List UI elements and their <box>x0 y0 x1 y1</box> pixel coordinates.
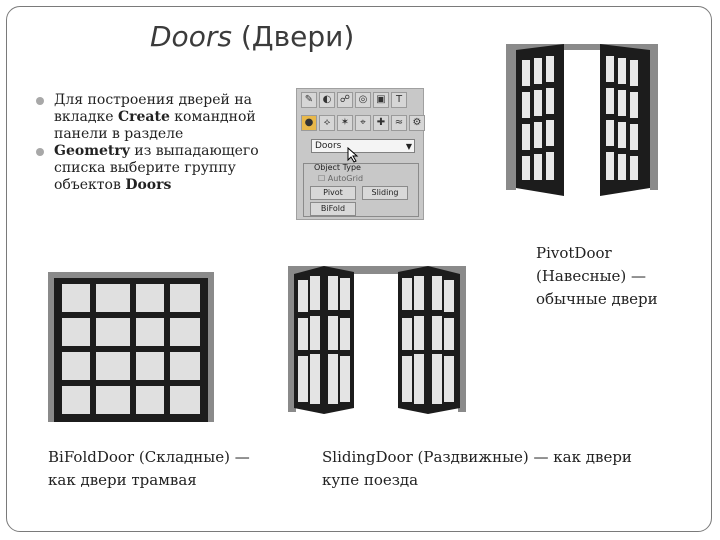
caption-line: PivotDoor <box>536 244 612 262</box>
pivot-button[interactable]: Pivot <box>310 186 356 200</box>
object-type-rollout <box>303 163 419 217</box>
systems-icon: ⚙ <box>409 115 425 131</box>
sliding-door-image <box>288 262 468 422</box>
bifold-door-caption <box>48 446 250 492</box>
autogrid-checkbox[interactable]: ☐ AutoGrid <box>318 174 364 183</box>
bullet-list <box>40 92 285 194</box>
dropdown-value: Doors <box>315 141 342 151</box>
title-russian: (Двери) <box>240 20 355 53</box>
bifold-button[interactable]: BiFold <box>310 202 356 216</box>
lights-icon: ✶ <box>337 115 353 131</box>
pivot-door-image <box>504 40 662 200</box>
chevron-down-icon: ▼ <box>405 142 412 151</box>
pivot-door-caption <box>536 242 658 311</box>
panel-tabs-row <box>301 92 407 110</box>
cameras-icon: ⌖ <box>355 115 371 131</box>
geometry-icon: ● <box>301 115 317 131</box>
modify-tab-icon: ◐ <box>319 92 335 108</box>
category-dropdown[interactable] <box>311 139 415 153</box>
caption-line: (Навесные) — <box>536 267 647 285</box>
caption-line: SlidingDoor (Раздвижные) — как двери <box>322 448 632 466</box>
title-english: Doors <box>150 20 232 53</box>
helpers-icon: ✚ <box>373 115 389 131</box>
bullet-text: командной панели в разделе <box>54 109 256 142</box>
autogrid-label: AutoGrid <box>327 174 364 183</box>
slide-title <box>150 20 354 53</box>
caption-line: купе поезда <box>322 471 419 489</box>
rollout-title: Object Type <box>314 163 361 172</box>
motion-tab-icon: ◎ <box>355 92 371 108</box>
mouse-cursor-icon <box>347 147 359 163</box>
utilities-tab-icon: T <box>391 92 407 108</box>
category-row <box>301 115 425 133</box>
sliding-button[interactable]: Sliding <box>362 186 408 200</box>
command-panel-screenshot <box>296 88 424 220</box>
bullet-item <box>40 92 285 143</box>
bullet-item <box>40 143 285 194</box>
bullet-text: Для построения дверей на вкладке <box>54 92 253 125</box>
hierarchy-tab-icon: ☍ <box>337 92 353 108</box>
bullet-bold: Doors <box>125 177 172 193</box>
sliding-door-caption <box>322 446 632 492</box>
bullet-bold: Create <box>117 109 170 125</box>
bifold-door-image <box>48 268 216 430</box>
caption-line: как двери трамвая <box>48 471 197 489</box>
caption-line: обычные двери <box>536 290 658 308</box>
bullet-bold: Geometry <box>54 143 130 159</box>
shapes-icon: ⟡ <box>319 115 335 131</box>
display-tab-icon: ▣ <box>373 92 389 108</box>
create-tab-icon: ✎ <box>301 92 317 108</box>
bullet-text: из выпадающего списка выберите группу объектов <box>54 143 259 193</box>
caption-line: BiFoldDoor (Складные) — <box>48 448 250 466</box>
spacewarps-icon: ≈ <box>391 115 407 131</box>
